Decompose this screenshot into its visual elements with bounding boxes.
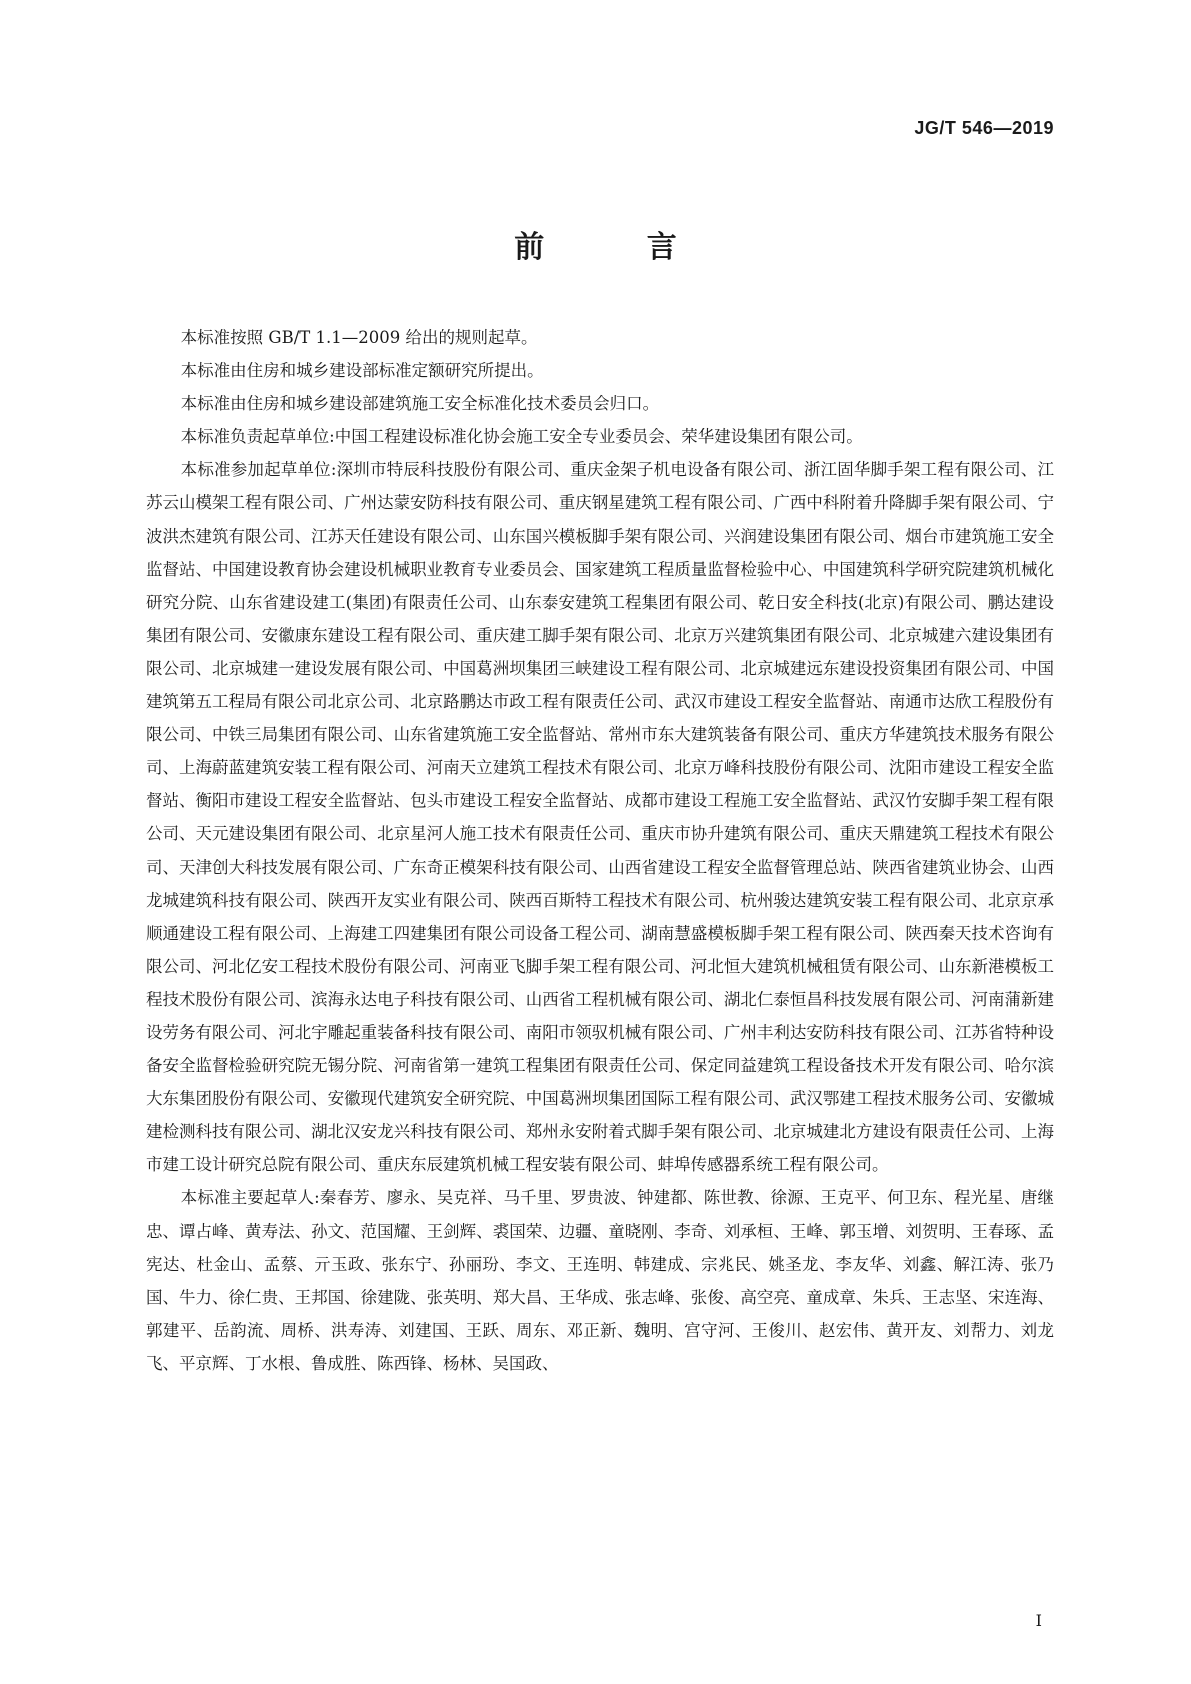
standard-code: JG/T 546—2019 (914, 118, 1054, 138)
page-number: I (1035, 1611, 1042, 1630)
paragraph-proposer: 本标准由住房和城乡建设部标准定额研究所提出。 (180, 361, 544, 381)
paragraph-responsible-units: 本标准负责起草单位:中国工程建设标准化协会施工安全专业委员会、荣华建设集团有限公司。 (180, 427, 863, 447)
paragraph-centralizer: 本标准由住房和城乡建设部建筑施工安全标准化技术委员会归口。 (180, 394, 660, 414)
preface-body (146, 321, 1054, 1380)
paragraph-participating-units: 本标准参加起草单位:深圳市特辰科技股份有限公司、重庆金架子机电设备有限公司、浙江固华脚手架工程有限公司、江苏云山模架工程有限公司、广州达蒙安防科技有限公司、重庆钢星建筑工程有限公司、广西中科附着升降脚手架有限公司、宁波洪杰建筑有限公司、江苏天任建设有限公司、山东国兴模板脚手架有限公司、兴润建设集团有限公司、烟台市建筑施工安全监督站、中国建设教育协会建设机械职业教育专业委员会、国家建筑工程质量监督检验中心、中国建筑科学研究院建筑机械化研究分院、山东省建设建工(集团)有限责任公司、山东泰安建筑工程集团有限公司、乾日安全科技(北京)有限公司、鹏达建设集团有限公司、安徽康东建设工程有限公司、重庆建工脚手架有限公司、北京万兴建筑集团有限公司、北京城建六建设集团有限公司、北京城建一建设发展有限公司、中国葛洲坝集团三峡建设工程有限公司、北京城建远东建设投资集团有限公司、中国建筑第五工程局有限公司北京公司、北京路鹏达市政工程有限责任公司、武汉市建设工程安全监督站、南通市达欣工程股份有限公司、中铁三局集团有限公司、山东省建筑施工安全监督站、常州市东大建筑装备有限公司、重庆方华建筑技术服务有限公司、上海蔚蓝建筑安装工程有限公司、河南天立建筑工程技术有限公司、北京万峰科技股份有限公司、沈阳市建设工程安全监督站、衡阳市建设工程安全监督站、包头市建设工程安全监督站、成都市建设工程施工安全监督站、武汉竹安脚手架工程有限公司、天元建设集团有限公司、北京星河人施工技术有限责任公司、重庆市协升建筑有限公司、重庆天鼎建筑工程技术有限公司、天津创大科技发展有限公司、广东奇正模架科技有限公司、山西省建设工程安全监督管理总站、陕西省建筑业协会、山西龙城建筑科技有限公司、陕西开友实业有限公司、陕西百斯特工程技术有限公司、杭州骏达建筑安装工程有限公司、北京京承顺通建设工程有限公司、上海建工四建集团有限公司设备工程公司、湖南慧盛模板脚手架工程有限公司、陕西秦天技术咨询有限公司、河北亿安工程技术股份有限公司、河南亚飞脚手架工程有限公司、河北恒大建筑机械租赁有限公司、山东新港模板工程技术股份有限公司、滨海永达电子科技有限公司、山西省工程机械有限公司、湖北仁泰恒昌科技发展有限公司、河南蒲新建设劳务有限公司、河北宇雕起重装备科技有限公司、南阳市领驭机械有限公司、广州丰利达安防科技有限公司、江苏省特种设备安全监督检验研究院无锡分院、河南省第一建筑工程集团有限责任公司、保定同益建筑工程设备技术开发有限公司、哈尔滨大东集团股份有限公司、安徽现代建筑安全研究院、中国葛洲坝集团国际工程有限公司、武汉鄂建工程技术服务公司、安徽城建检测科技有限公司、湖北汉安龙兴科技有限公司、郑州永安附着式脚手架有限公司、北京城建北方建设有限责任公司、上海市建工设计研究总院有限公司、重庆东辰建筑机械工程安装有限公司、蚌埠传感器系统工程有限公司。 (146, 460, 1054, 1175)
paragraph-main-drafters: 本标准主要起草人:秦春芳、廖永、吴克祥、马千里、罗贵波、钟建都、陈世教、徐源、王克平、何卫东、程光星、唐继忠、谭占峰、黄寿法、孙文、范国耀、王剑辉、裘国荣、边疆、童晓刚、李奇、刘承桓、王峰、郭玉增、刘贺明、王春琢、孟宪达、杜金山、孟蔡、亓玉政、张东宁、孙丽玢、李文、王连明、韩建成、宗兆民、姚圣龙、李友华、刘鑫、解江涛、张乃国、牛力、徐仁贵、王邦国、徐建陇、张英明、郑大昌、王华成、张志峰、张俊、高空亮、童成章、朱兵、王志坚、宋连海、郭建平、岳韵流、周桥、洪寿涛、刘建国、王跃、周东、邓正新、魏明、宫守河、王俊川、赵宏伟、黄开友、刘帮力、刘龙飞、平京辉、丁水根、鲁成胜、陈西锋、杨林、吴国政、 (146, 1188, 1054, 1373)
paragraph-drafting-rules: 本标准按照 GB/T 1.1—2009 给出的规则起草。 (180, 328, 538, 347)
page-title: 前 言 (514, 230, 723, 265)
